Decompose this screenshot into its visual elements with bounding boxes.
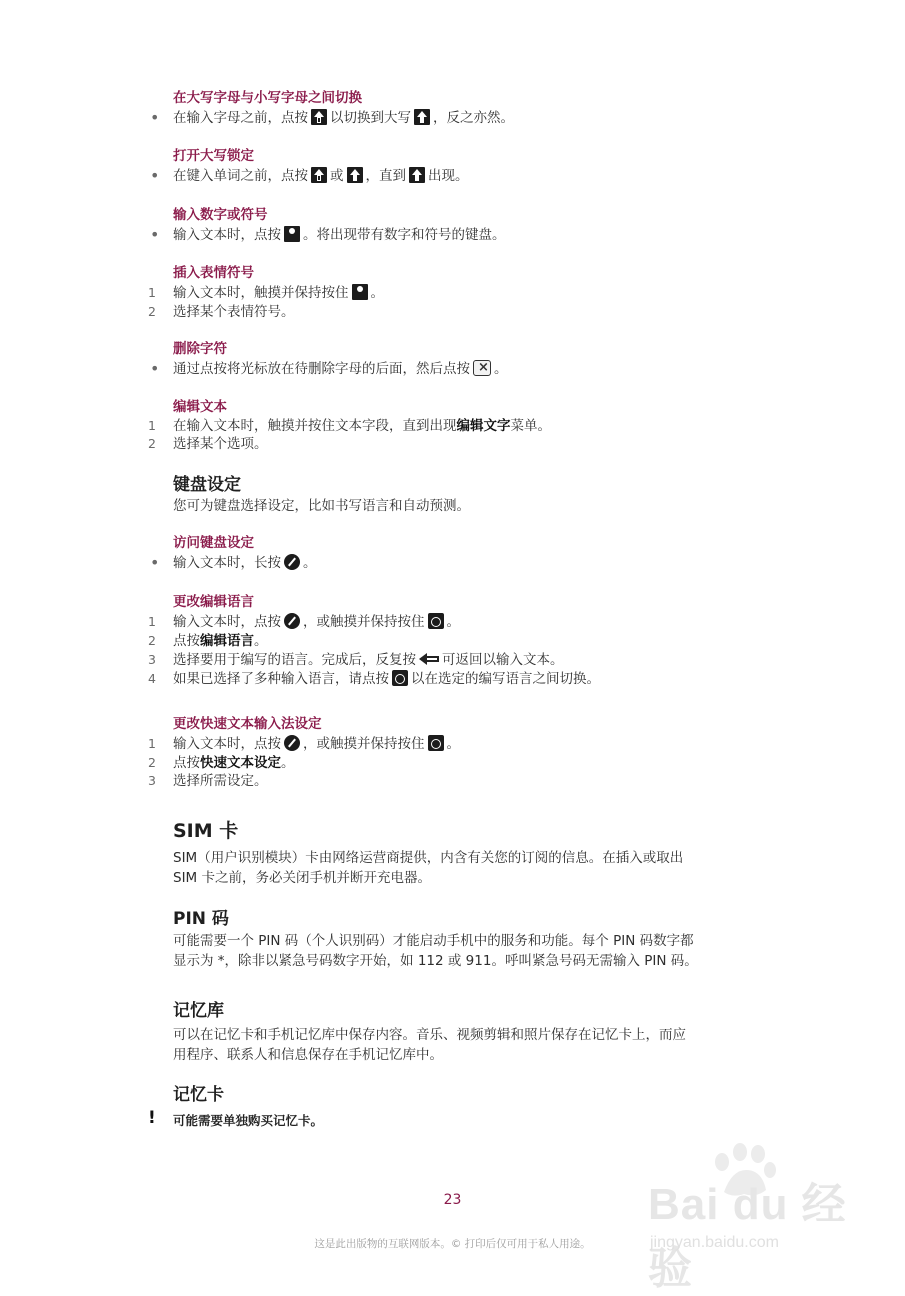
shift-icon xyxy=(311,109,327,125)
step-text: 。 xyxy=(446,614,460,630)
step-text: 。 xyxy=(446,736,460,752)
back-arrow-icon xyxy=(419,651,439,667)
backspace-icon xyxy=(473,360,491,376)
paragraph-line: 您可为键盘选择设定，比如书写语言和自动预测。 xyxy=(173,498,470,514)
step-number: 2 xyxy=(148,633,156,648)
step-text: ，或触摸并保持按住 xyxy=(303,614,425,630)
step-text: 选择所需设定。 xyxy=(173,773,268,789)
step-text: 在输入字母之前，点按 xyxy=(173,110,308,126)
step-text: 在输入文本时，触摸并按住文本字段，直到出现 xyxy=(173,418,457,434)
heading-sim-card: SIM 卡 xyxy=(173,820,239,842)
step-text: 菜单。 xyxy=(510,418,551,434)
step-number: 4 xyxy=(148,671,156,686)
bullet-marker: • xyxy=(150,553,160,572)
subheading-access-keyboard-settings: 访问键盘设定 xyxy=(173,535,254,551)
step-text: 输入文本时，长按 xyxy=(173,555,281,571)
settings-key-icon xyxy=(284,613,300,629)
shift-filled-icon xyxy=(347,167,363,183)
list-item xyxy=(148,166,768,186)
step-number: 2 xyxy=(148,755,156,770)
language-key-icon xyxy=(392,670,408,686)
step-number: 3 xyxy=(148,652,156,667)
heading-pin: PIN 码 xyxy=(173,909,229,929)
step-text: ，反之亦然。 xyxy=(433,110,514,126)
bullet-marker: • xyxy=(150,166,160,185)
subheading-edit-text: 编辑文本 xyxy=(173,399,227,415)
list-item xyxy=(148,108,768,128)
subheading-numbers-symbols: 输入数字或符号 xyxy=(173,207,268,223)
subheading-caps-lock: 打开大写锁定 xyxy=(173,148,254,164)
menu-keyword: 快速文本设定 xyxy=(200,755,281,771)
symbol-key-icon xyxy=(284,226,300,242)
step-text: 出现。 xyxy=(428,168,469,184)
paragraph-line: 可以在记忆卡和手机记忆库中保存内容。音乐、视频剪辑和照片保存在记忆卡上，而应 xyxy=(173,1027,686,1043)
language-key-icon xyxy=(428,613,444,629)
keyboard-description xyxy=(173,496,763,516)
list-item xyxy=(148,669,768,689)
paragraph-line: 显示为 *，除非以紧急号码数字开始，如 112 或 911。呼叫紧急号码无需输入 PIN 码。 xyxy=(173,953,698,969)
menu-keyword: 编辑文字 xyxy=(456,418,511,434)
step-text: 以切换到大写 xyxy=(330,110,411,126)
step-text: 如果已选择了多种输入语言，请点按 xyxy=(173,671,389,687)
list-item xyxy=(148,631,768,651)
pin-paragraph xyxy=(173,931,763,971)
step-text: 在键入单词之前，点按 xyxy=(173,168,308,184)
list-item xyxy=(148,650,768,670)
step-number: 3 xyxy=(148,773,156,788)
subheading-delete-char: 删除字符 xyxy=(173,341,227,357)
paragraph-line: SIM 卡之前，务必关闭手机并断开充电器。 xyxy=(173,870,431,886)
paragraph-line: 用程序、联系人和信息保存在手机记忆库中。 xyxy=(173,1047,443,1063)
bullet-marker: • xyxy=(150,225,160,244)
paragraph-line: 可能需要一个 PIN 码（个人识别码）才能启动手机中的服务和功能。每个 PIN 码数字都 xyxy=(173,933,694,949)
list-item xyxy=(148,753,768,773)
step-text: 点按 xyxy=(173,755,200,771)
sim-paragraph xyxy=(173,848,763,888)
shift-filled-icon xyxy=(414,109,430,125)
subheading-change-language: 更改编辑语言 xyxy=(173,594,254,610)
step-text: 。 xyxy=(370,285,384,301)
step-number: 1 xyxy=(148,285,156,300)
settings-key-icon xyxy=(284,735,300,751)
step-text: 。 xyxy=(303,555,317,571)
step-number: 1 xyxy=(148,736,156,751)
subheading-emoticon: 插入表情符号 xyxy=(173,265,254,281)
step-text: ，直到 xyxy=(365,168,406,184)
step-text: 输入文本时，点按 xyxy=(173,736,281,752)
step-text: 选择某个表情符号。 xyxy=(173,304,295,320)
footer-note: 这是此出版物的互联网版本。© 打印后仅可用于私人用途。 xyxy=(314,1238,591,1250)
heading-memory-card: 记忆卡 xyxy=(173,1085,224,1105)
baidu-watermark xyxy=(640,1140,860,1293)
heading-memory: 记忆库 xyxy=(173,1001,224,1021)
list-item xyxy=(148,359,768,379)
list-item xyxy=(148,734,768,754)
shift-icon xyxy=(311,167,327,183)
page-number: 23 xyxy=(443,1192,462,1208)
list-item xyxy=(148,771,768,791)
memory-paragraph xyxy=(173,1025,763,1065)
list-item xyxy=(148,302,768,322)
step-text: 。将出现带有数字和符号的键盘。 xyxy=(303,227,506,243)
step-number: 2 xyxy=(148,304,156,319)
step-text: 选择要用于编写的语言。完成后，反复按 xyxy=(173,652,416,668)
language-key-icon xyxy=(428,735,444,751)
caps-lock-icon xyxy=(409,167,425,183)
step-text: 。 xyxy=(281,755,295,771)
watermark-text: Bai du 经验 xyxy=(648,1180,847,1293)
step-number: 1 xyxy=(148,614,156,629)
paragraph-line: SIM（用户识别模块）卡由网络运营商提供，内含有关您的订阅的信息。在插入或取出 xyxy=(173,850,684,866)
step-text: 输入文本时，点按 xyxy=(173,227,281,243)
subheading-case-switch: 在大写字母与小写字母之间切换 xyxy=(173,90,362,106)
step-text: 通过点按将光标放在待删除字母的后面，然后点按 xyxy=(173,361,470,377)
warning-note: 可能需要单独购买记忆卡。 xyxy=(173,1113,324,1128)
list-item xyxy=(148,434,768,454)
step-text: 。 xyxy=(494,361,508,377)
step-text: 选择某个选项。 xyxy=(173,436,268,452)
warning-icon: ! xyxy=(148,1108,156,1128)
step-text: 可返回以输入文本。 xyxy=(442,652,564,668)
list-item xyxy=(148,283,768,303)
symbol-key-icon xyxy=(352,284,368,300)
list-item xyxy=(148,553,768,573)
list-item xyxy=(148,612,768,632)
step-text: ，或触摸并保持按住 xyxy=(303,736,425,752)
list-item xyxy=(148,225,768,245)
step-number: 2 xyxy=(148,436,156,451)
step-text: 点按 xyxy=(173,633,200,649)
step-text: 输入文本时，触摸并保持按住 xyxy=(173,285,349,301)
list-item xyxy=(148,416,768,436)
heading-keyboard-settings: 键盘设定 xyxy=(173,475,241,495)
menu-keyword: 编辑语言 xyxy=(200,633,254,649)
watermark-url: jingyan.baidu.com xyxy=(650,1234,779,1251)
settings-key-icon xyxy=(284,554,300,570)
subheading-quick-text-settings: 更改快速文本输入法设定 xyxy=(173,716,322,732)
step-text: 。 xyxy=(254,633,268,649)
step-text: 输入文本时，点按 xyxy=(173,614,281,630)
step-text: 以在选定的编写语言之间切换。 xyxy=(411,671,600,687)
step-number: 1 xyxy=(148,418,156,433)
bullet-marker: • xyxy=(150,108,160,127)
bullet-marker: • xyxy=(150,359,160,378)
step-text: 或 xyxy=(330,168,344,184)
